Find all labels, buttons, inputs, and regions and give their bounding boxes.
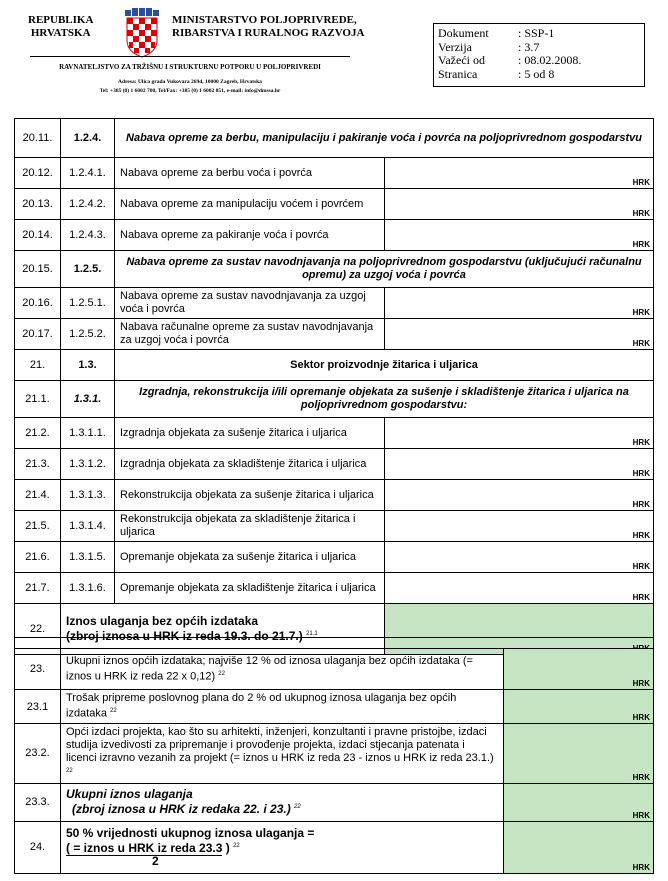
table-row [15, 220, 654, 251]
doc-info-key: Važeći od [438, 53, 485, 67]
row-number: 20.13. [15, 189, 61, 220]
half-line2-close: ) [225, 840, 230, 855]
currency-label: HRK [632, 562, 650, 571]
table-row [15, 480, 654, 511]
amount-field[interactable] [384, 319, 654, 350]
amount-field[interactable] [384, 573, 654, 604]
total-description [61, 783, 504, 821]
investment-table-top [14, 118, 654, 655]
row-number: 23.1 [15, 690, 61, 724]
address-line1: Adresa: Ulica grada Vukovara 269d, 10000 Zagreb, Hrvatska [118, 79, 262, 85]
amount-field[interactable] [384, 480, 654, 511]
item-description: Nabava opreme za manipulaciju voćem i povrćem [115, 189, 385, 220]
row-number: 21.3. [15, 449, 61, 480]
description-text: Opći izdaci projekta, kao što su arhitekti, inženjeri, konzultanti i pravne pristojbe, izdaci studija izvedivosti za pripremanje i provođenje projekta, izdaci stjecanja patenata i licenci izravno vezanih za projekt (= iznos u HRK iz reda 23 - iznos u HRK iz reda 23.1.) [66, 726, 494, 764]
footnote-ref: 22 [66, 768, 73, 774]
half-line1: 50 % vrijednosti ukupnog iznosa ulaganja = [66, 825, 315, 840]
description-text: Ukupni iznos općih izdataka; najviše 12 % od iznosa ulaganja bez općih izdataka (= iznos u HRK iz reda 22 x 0,12) [66, 654, 473, 683]
amount-field[interactable] [504, 649, 654, 690]
currency-label: HRK [632, 339, 650, 348]
amount-field[interactable] [504, 821, 654, 873]
amount-field[interactable] [384, 542, 654, 573]
currency-label: HRK [632, 438, 650, 447]
investment-table-bottom [14, 648, 654, 874]
doc-info-key: Dokument [438, 26, 489, 40]
measure-code: 1.2.5.1. [61, 288, 115, 319]
measure-code: 1.3.1.2. [61, 449, 115, 480]
measure-code: 1.2.4. [61, 119, 115, 158]
ministry-line2: RIBARSTVA I RURALNOG RAZVOJA [172, 27, 365, 39]
section-heading: Izgradnja, rekonstrukcija i/ili opremanje objekata za sušenje i skladištenje žitarica i uljarica na poljoprivrednom gospodarstvu: [115, 381, 654, 418]
currency-label: HRK [632, 862, 650, 872]
doc-info-row [438, 41, 644, 55]
half-line2 [66, 840, 498, 855]
row-number: 21.4. [15, 480, 61, 511]
table-row [15, 573, 654, 604]
doc-info-value: : 3.7 [518, 39, 540, 54]
table-row [15, 449, 654, 480]
row-number: 21.7. [15, 573, 61, 604]
row-number: 20.16. [15, 288, 61, 319]
amount-field[interactable] [384, 158, 654, 189]
item-description: Opremanje objekata za sušenje žitarica i uljarica [115, 542, 385, 573]
table-row [15, 690, 654, 724]
section-heading: Nabava opreme za berbu, manipulaciju i pakiranje voća i povrća na poljoprivrednom gospodarstvu [115, 119, 654, 158]
table-row [15, 542, 654, 573]
measure-code: 1.3.1.6. [61, 573, 115, 604]
half-line3: 2 [152, 853, 159, 868]
total-line2-text: (zbroj iznosa u HRK iz redaka 22. i 23.) [72, 802, 291, 817]
coat-of-arms-icon [122, 8, 162, 58]
row-number: 20.11. [15, 119, 61, 158]
item-description: Rekonstrukcija objekata za skladištenje žitarica i uljarica [115, 511, 385, 542]
address [30, 78, 350, 96]
table-row [15, 319, 654, 350]
amount-field[interactable] [384, 189, 654, 220]
item-description [61, 724, 504, 784]
table-row [15, 418, 654, 449]
measure-code: 1.2.5. [61, 251, 115, 288]
doc-info-key: Stranica [438, 66, 478, 81]
row-number: 20.12. [15, 158, 61, 189]
amount-field[interactable] [504, 690, 654, 724]
item-description: Nabava opreme za pakiranje voća i povrća [115, 220, 385, 251]
row-number: 21.1. [15, 381, 61, 418]
section-divider [14, 637, 654, 638]
doc-info-value: : 5 od 8 [518, 66, 555, 81]
footnote-ref: 22 [233, 842, 240, 849]
address-line2: Tel: +385 (0) 1 6002 700, Tel/Fax: +385 (0) 1 6002 851, e-mail: info@dmssa.hr [99, 88, 281, 94]
doc-info-row [438, 68, 644, 82]
footnote-ref: 21.1 [306, 631, 318, 637]
item-description: Izgradnja objekata za sušenje žitarica i uljarica [115, 418, 385, 449]
section-heading: Nabava opreme za sustav navodnjavanja na poljoprivrednom gospodarstvu (uključujući računalnu opremu) za uzgoj voća i povrća [115, 251, 654, 288]
country-name [28, 14, 93, 40]
amount-field[interactable] [384, 418, 654, 449]
currency-label: HRK [632, 209, 650, 218]
row-number: 23. [15, 649, 61, 690]
item-description: Nabava opreme za berbu voća i povrća [115, 158, 385, 189]
row-number: 24. [15, 821, 61, 873]
currency-label: HRK [632, 531, 650, 540]
table-row [15, 189, 654, 220]
table-row [15, 251, 654, 288]
ministry-name [172, 14, 364, 40]
currency-label: HRK [632, 500, 650, 509]
amount-field[interactable] [384, 449, 654, 480]
half-investment-description [61, 821, 504, 873]
measure-code: 1.3.1. [61, 381, 115, 418]
amount-field[interactable] [384, 220, 654, 251]
total-line1: Ukupni iznos ulaganja [66, 787, 193, 802]
total-line2 [66, 801, 498, 816]
measure-code: 1.3.1.3. [61, 480, 115, 511]
measure-code: 1.2.4.3. [61, 220, 115, 251]
measure-code: 1.3.1.5. [61, 542, 115, 573]
row-number: 23.2. [15, 724, 61, 784]
table-row [15, 381, 654, 418]
item-description [61, 690, 504, 724]
table-row [15, 511, 654, 542]
amount-field[interactable] [504, 724, 654, 784]
item-description: Rekonstrukcija objekata za sušenje žitarica i uljarica [115, 480, 385, 511]
table-row [15, 350, 654, 381]
doc-info-value: : SSP-1 [518, 26, 555, 40]
currency-label: HRK [632, 308, 650, 317]
currency-label: HRK [632, 178, 650, 187]
item-description: Nabava računalne opreme za sustav navodnjavanja za uzgoj voća i povrća [115, 319, 385, 350]
currency-label: HRK [632, 772, 650, 782]
measure-code: 1.2.4.2. [61, 189, 115, 220]
doc-info-value: : 08.02.2008. [518, 53, 582, 67]
table-row-total [15, 821, 654, 873]
table-row [15, 724, 654, 784]
footnote-ref: 22 [218, 670, 225, 677]
currency-label: HRK [632, 679, 650, 688]
item-description [61, 649, 504, 690]
table-row [15, 158, 654, 189]
item-description: Nabava opreme za sustav navodnjavanja za uzgoj voća i povrća [115, 288, 385, 319]
row-number: 20.14. [15, 220, 61, 251]
amount-field[interactable] [384, 511, 654, 542]
measure-code: 1.2.5.2. [61, 319, 115, 350]
amount-field[interactable] [384, 288, 654, 319]
amount-field[interactable] [384, 604, 654, 655]
row-number: 22. [15, 604, 61, 655]
total-line2 [66, 628, 379, 643]
document-info-box [433, 23, 645, 87]
currency-label: HRK [632, 713, 650, 722]
row-number: 20.15. [15, 251, 61, 288]
currency-label: HRK [632, 240, 650, 249]
measure-code: 1.3. [61, 350, 115, 381]
measure-code: 1.2.4.1. [61, 158, 115, 189]
row-number: 20.17. [15, 319, 61, 350]
amount-field[interactable] [504, 783, 654, 821]
item-description: Izgradnja objekata za skladištenje žitarica i uljarica [115, 449, 385, 480]
measure-code: 1.3.1.4. [61, 511, 115, 542]
currency-label: HRK [632, 810, 650, 820]
doc-info-row [438, 27, 644, 41]
footnote-ref: 22 [110, 708, 117, 715]
ministry-line1: MINISTARSTVO POLJOPRIVREDE, [172, 14, 357, 26]
description-text: Trošak pripreme poslovnog plana do 2 % od ukupnog iznosa ulaganja bez općih izdataka [66, 692, 457, 720]
doc-info-row [438, 54, 644, 68]
country-line2: HRVATSKA [30, 27, 91, 39]
row-number: 21.6. [15, 542, 61, 573]
table-row [15, 288, 654, 319]
footnote-ref: 22 [294, 804, 301, 811]
total-line1: Iznos ulaganja bez općih izdataka [66, 614, 259, 628]
row-number: 21.2. [15, 418, 61, 449]
currency-label: HRK [632, 593, 650, 602]
header-divider [30, 56, 350, 57]
total-description [61, 604, 385, 655]
table-row-total [15, 783, 654, 821]
table-row-total [15, 604, 654, 655]
item-description: Opremanje objekata za skladištenje žitarica i uljarica [115, 573, 385, 604]
half-line2-text: ( = iznos u HRK iz reda 23.3 [66, 840, 223, 855]
currency-label: HRK [632, 469, 650, 478]
table-row [15, 119, 654, 158]
row-number: 21.5. [15, 511, 61, 542]
table-row [15, 649, 654, 690]
measure-code: 1.3.1.1. [61, 418, 115, 449]
row-number: 23.3. [15, 783, 61, 821]
country-line1: REPUBLIKA [28, 14, 94, 26]
directorate-name: RAVNATELJSTVO ZA TRŽIŠNU I STRUKTURNU POTPORU U POLJOPRIVREDI [59, 63, 321, 71]
row-number: 21. [15, 350, 61, 381]
total-line2-text: (zbroj iznosa u HRK iz reda 19.3. do 21.7.) [66, 629, 303, 643]
sector-heading: Sektor proizvodnje žitarica i uljarica [115, 350, 654, 381]
doc-info-key: Verzija [438, 39, 472, 54]
